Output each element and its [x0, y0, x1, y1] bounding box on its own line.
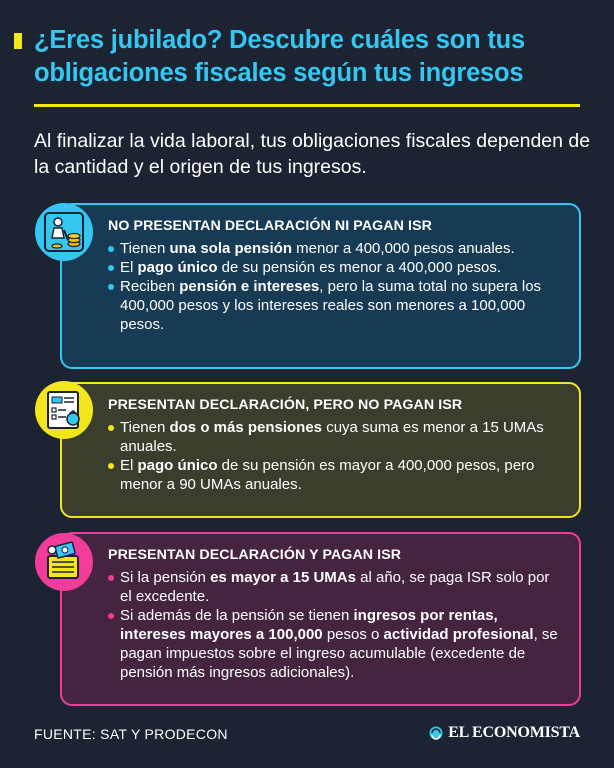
card-title: PRESENTAN DECLARACIÓN, PERO NO PAGAN ISR: [108, 397, 463, 413]
retiree-coins-icon: [35, 203, 93, 261]
card-no-declaration: [60, 203, 581, 369]
money-calculator-icon: [35, 533, 93, 591]
list-item: Si la pensión es mayor a 15 UMAs al año, se paga ISR solo por el excedente.: [108, 568, 561, 606]
card-title: NO PRESENTAN DECLARACIÓN NI PAGAN ISR: [108, 218, 432, 234]
card-declaration-and-tax: [60, 532, 581, 706]
card-list: [108, 418, 561, 494]
page-title: ¿Eres jubilado? Descubre cuáles son tus obligaciones fiscales según tus ingresos: [34, 26, 526, 87]
card-list: [108, 239, 561, 334]
list-item: Tienen dos o más pensiones cuya suma es menor a 15 UMAs anuales.: [108, 418, 561, 456]
list-item: El pago único de su pensión es mayor a 400,000 pesos, pero menor a 90 UMAs anuales.: [108, 456, 561, 494]
card-title: PRESENTAN DECLARACIÓN Y PAGAN ISR: [108, 547, 402, 563]
list-item: El pago único de su pensión es menor a 400,000 pesos.: [108, 258, 561, 277]
brand-mark-icon: [429, 726, 443, 740]
list-item: Reciben pensión e intereses, pero la suma total no supera los 400,000 pesos y los intereses reales son menores a 100,000 pesos.: [108, 277, 561, 334]
brand-name: EL ECONOMISTA: [448, 724, 580, 741]
list-item: Si además de la pensión se tienen ingresos por rentas, intereses mayores a 100,000 pesos o actividad profesional, se pagan impuestos sobre el ingreso acumulable (excedente de pensión más ingresos adicionales).: [108, 606, 561, 682]
source-note: FUENTE: SAT Y PRODECON: [34, 726, 228, 742]
list-item: Tienen una sola pensión menor a 400,000 pesos anuales.: [108, 239, 561, 258]
title-divider: [34, 104, 580, 107]
title-accent-bar: [14, 33, 22, 49]
brand-logo: [429, 724, 580, 742]
card-list: [108, 568, 561, 682]
intro-paragraph: Al finalizar la vida laboral, tus obligaciones fiscales dependen de la cantidad y el origen de tus ingresos.: [34, 130, 591, 178]
tax-document-icon: [35, 381, 93, 439]
card-declaration-no-tax: [60, 382, 581, 518]
